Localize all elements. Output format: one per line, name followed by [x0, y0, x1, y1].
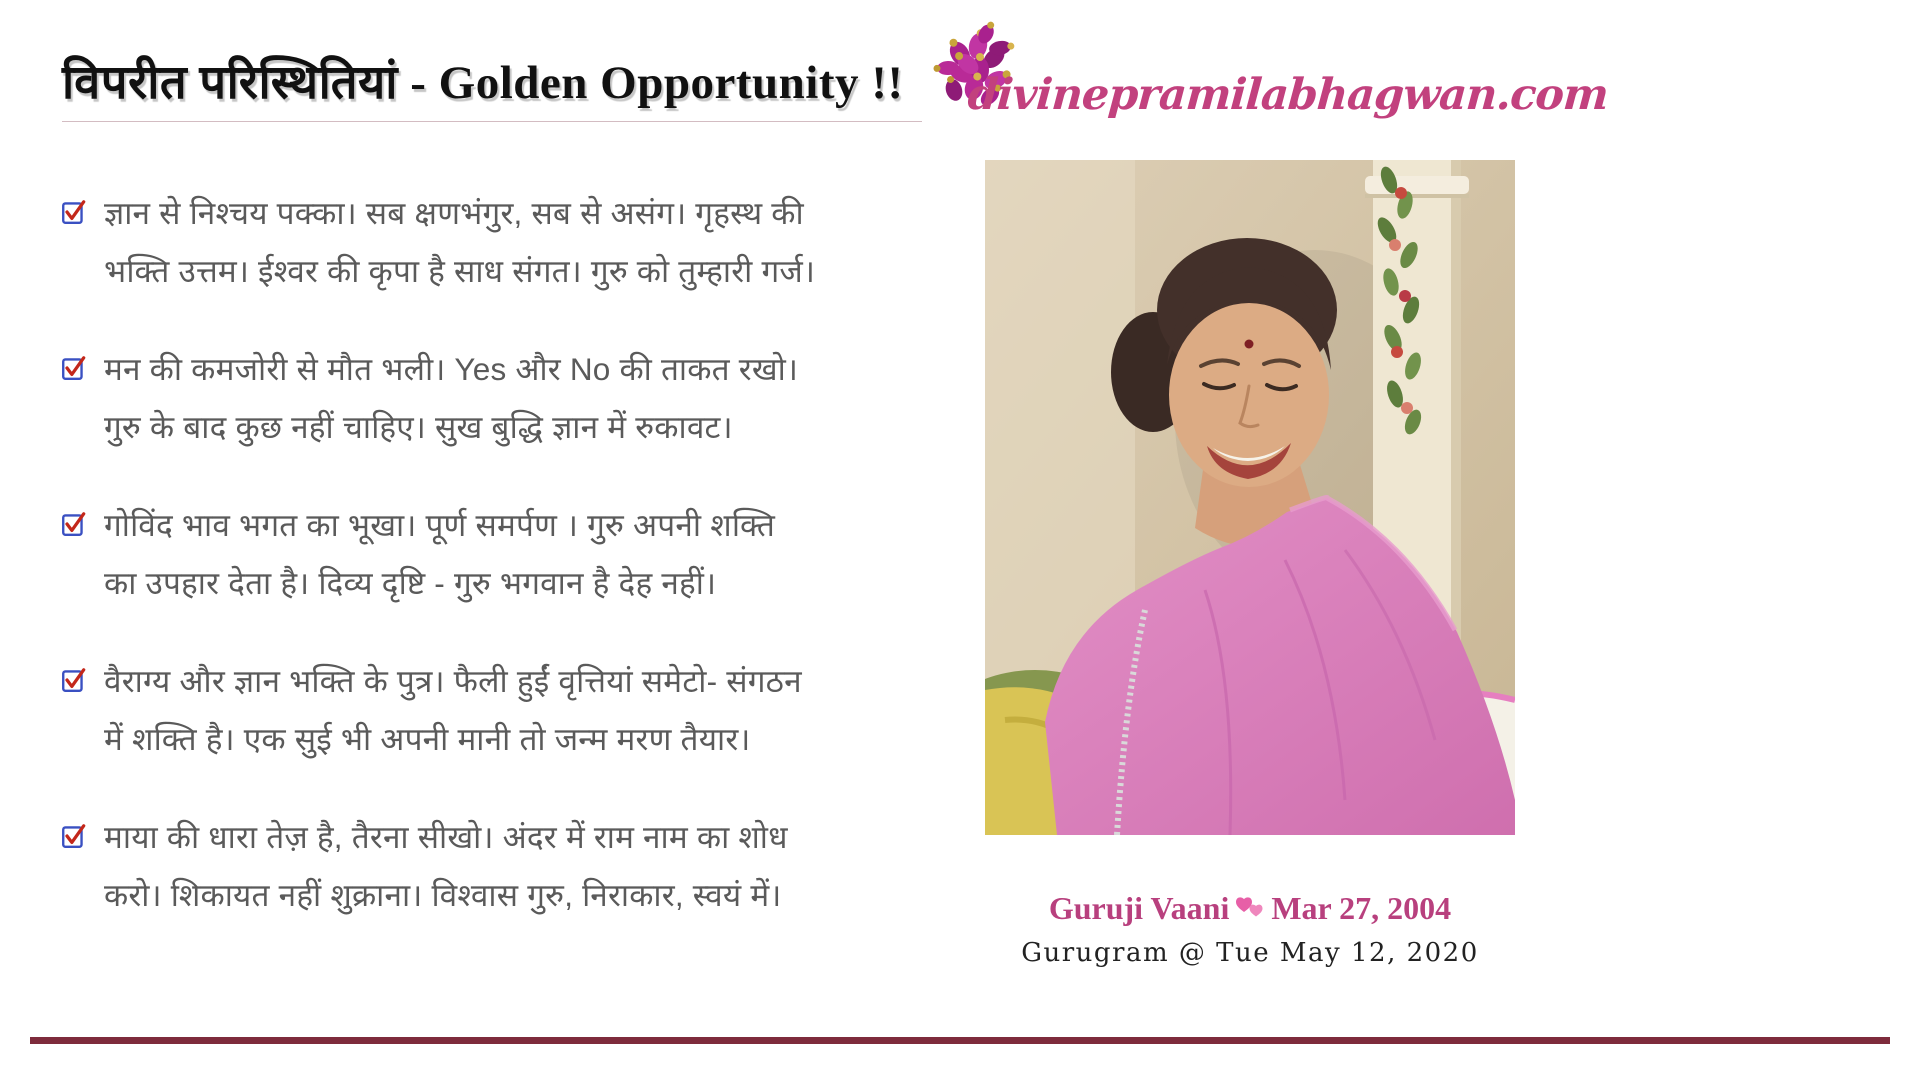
page-title-english: - Golden Opportunity !!: [397, 57, 904, 109]
bullet-line: मन की कमजोरी से मौत भली। Yes और No की ताकत रखो।: [104, 351, 799, 387]
list-item: [60, 808, 940, 924]
list-item: [60, 496, 940, 612]
bullet-text: [104, 496, 775, 612]
checkbox-icon: [60, 510, 88, 612]
page-title-hindi: विपरीत परिस्थितियां: [62, 57, 398, 109]
bullet-line: भक्ति उत्तम। ईश्वर की कृपा है साध संगत। गुरु को तुम्हारी गर्ज।: [104, 253, 816, 289]
bullet-line: गुरु के बाद कुछ नहीं चाहिए। सुख बुद्धि ज्ञान में रुकावट।: [104, 409, 733, 445]
bullet-list: [60, 184, 940, 964]
checkbox-icon: [60, 354, 88, 456]
bullet-line: गोविंद भाव भगत का भूखा। पूर्ण समर्पण । गुरु अपनी शक्ति: [104, 507, 776, 543]
list-item: [60, 652, 940, 768]
bullet-text: [104, 184, 815, 300]
bullet-line: में शक्ति है। एक सुई भी अपनी मानी तो जन्म मरण तैयार।: [104, 721, 751, 757]
bullet-line: ज्ञान से निश्चय पक्का। सब क्षणभंगुर, सब से असंग। गृहस्थ की: [104, 195, 804, 231]
bullet-line: करो। शिकायत नहीं शुक्राना। विश्वास गुरु, निराकार, स्वयं में।: [104, 877, 782, 913]
bullet-text: [104, 652, 802, 768]
website-link[interactable]: divinepramilabhagwan.com: [966, 70, 1610, 120]
caption-title-line: [985, 890, 1515, 930]
checkbox-icon: [60, 198, 88, 300]
bullet-line: वैराग्य और ज्ञान भक्ति के पुत्र। फैली हुईं वृत्तियां समेटो- संगठन: [104, 663, 802, 699]
page-title: [62, 48, 942, 112]
bullet-line: माया की धारा तेज़ है, तैरना सीखो। अंदर में राम नाम का शोध: [104, 819, 788, 855]
guruji-photo: [985, 160, 1515, 835]
list-item: [60, 184, 940, 300]
checkbox-icon: [60, 666, 88, 768]
bullet-text: [104, 340, 798, 456]
bullet-line: का उपहार देता है। दिव्य दृष्टि - गुरु भगवान है देह नहीं।: [104, 565, 717, 601]
bullet-text: [104, 808, 788, 924]
two-hearts-icon: [1235, 893, 1265, 930]
caption-title: Guruji Vaani: [1048, 890, 1230, 926]
checkbox-icon: [60, 822, 88, 924]
footer-divider: [30, 1037, 1890, 1044]
caption-location-line: Gurugram @ Tue May 12, 2020: [1021, 938, 1479, 968]
title-divider: [62, 121, 922, 122]
list-item: [60, 340, 940, 456]
caption-date: Mar 27, 2004: [1271, 890, 1452, 926]
